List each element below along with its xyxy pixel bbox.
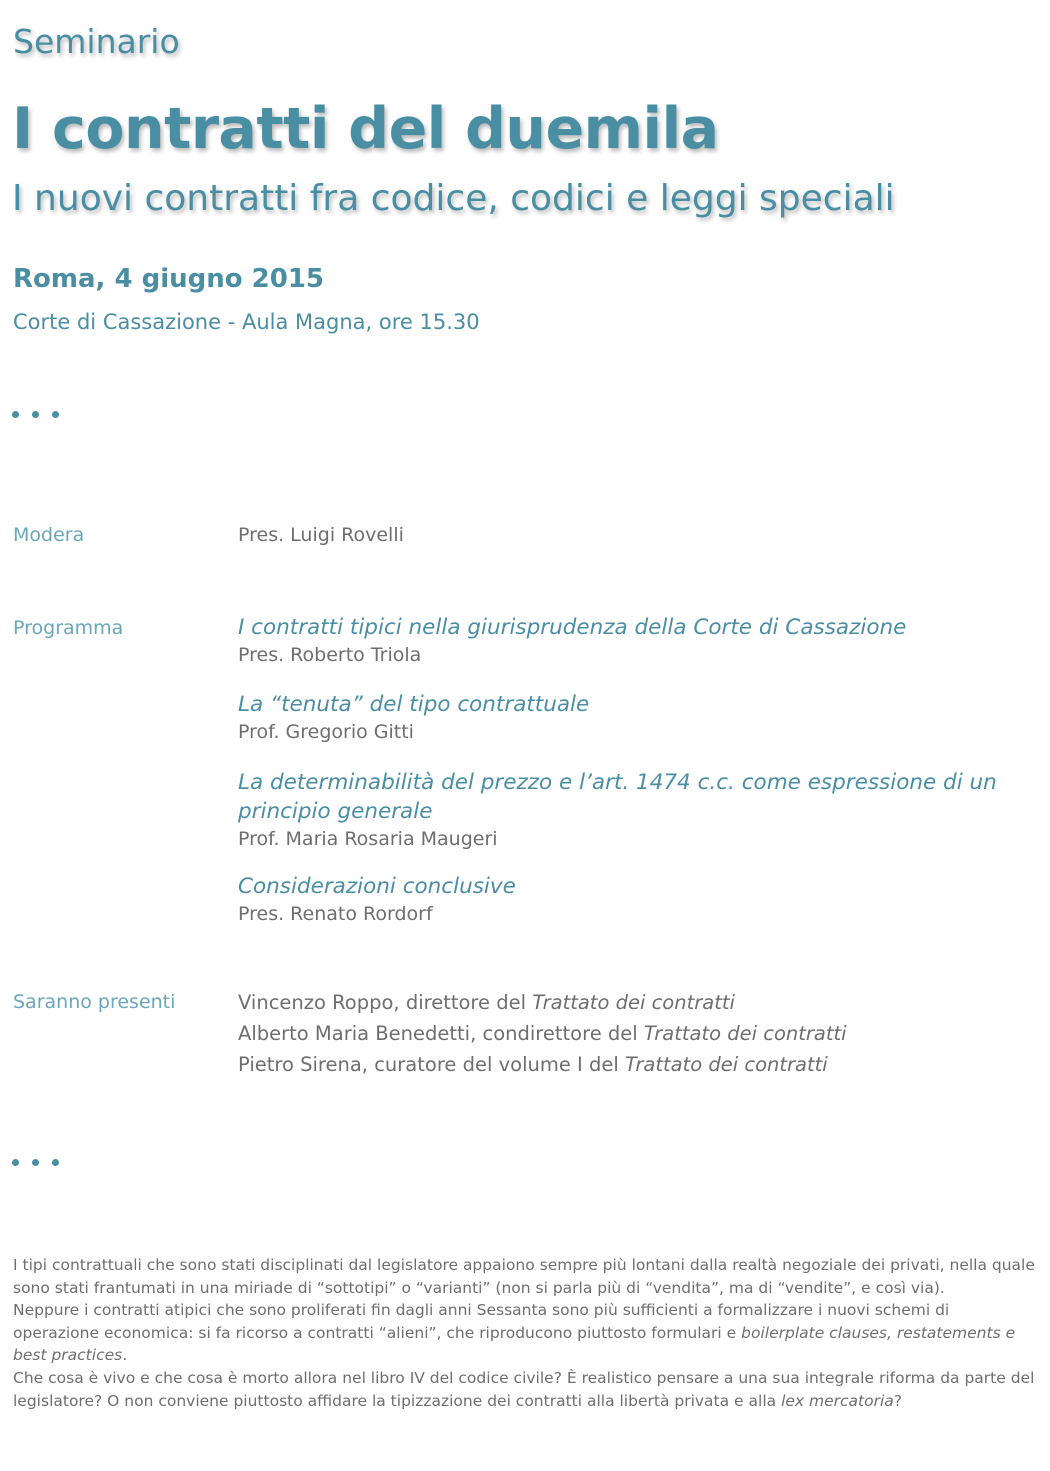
- program-item: [238, 690, 1018, 745]
- talk-title: La “tenuta” del tipo contrattuale: [238, 692, 590, 717]
- program-label: Programma: [13, 617, 124, 639]
- event-date: Roma, 4 giugno 2015: [13, 264, 325, 294]
- program-item: [238, 613, 1018, 668]
- event-venue: Corte di Cassazione - Aula Magna, ore 15.30: [13, 310, 480, 334]
- talk-speaker: Prof. Gregorio Gitti: [238, 721, 414, 743]
- work-title: Trattato dei contratti: [643, 1022, 847, 1045]
- ellipsis-divider: [12, 411, 59, 418]
- work-title: Trattato dei contratti: [624, 1053, 828, 1076]
- moderator-name: Pres. Luigi Rovelli: [238, 524, 404, 546]
- talk-title: Considerazioni conclusive: [238, 874, 516, 899]
- seminar-kicker: Seminario: [13, 22, 180, 61]
- abstract-text: [13, 1254, 1038, 1412]
- seminar-subtitle: I nuovi contratti fra codice, codici e leggi speciali: [12, 178, 895, 219]
- attendees-label: Saranno presenti: [13, 991, 176, 1013]
- abstract-paragraph: Che cosa è vivo e che cosa è morto allora nel libro IV del codice civile? È realistico pensare a una sua integrale riforma da parte del legislatore? O non conviene piuttosto affidare la tipizzazione dei contratti alla libertà privata e alla lex mercatoria?: [13, 1368, 1035, 1410]
- work-title: Trattato dei contratti: [532, 991, 735, 1014]
- talk-speaker: Pres. Renato Rordorf: [238, 903, 433, 925]
- program-item: [238, 768, 1018, 852]
- abstract-paragraph: Neppure i contratti atipici che sono proliferati fin dagli anni Sessanta sono più sufficienti a formalizzare i nuovi schemi di operazione economica: si fa ricorso a contratti “alieni”, che riproducono piuttosto formulari e boilerplate clauses, restatements e best practices.: [13, 1301, 1016, 1365]
- talk-speaker: Prof. Maria Rosaria Maugeri: [238, 828, 498, 850]
- seminar-title: I contratti del duemila: [12, 96, 719, 162]
- ellipsis-divider: [12, 1159, 59, 1166]
- attendee-item: Alberto Maria Benedetti, condirettore del Trattato dei contratti: [238, 1022, 847, 1045]
- program-item: [238, 872, 1018, 927]
- attendee-item: Pietro Sirena, curatore del volume I del Trattato dei contratti: [238, 1053, 828, 1076]
- attendees-list: [238, 989, 847, 1082]
- moderator-label: Modera: [13, 524, 85, 546]
- talk-title: La determinabilità del prezzo e l’art. 1474 c.c. come espressione di un principio generale: [238, 770, 997, 824]
- talk-speaker: Pres. Roberto Triola: [238, 644, 422, 666]
- talk-title: I contratti tipici nella giurisprudenza della Corte di Cassazione: [238, 615, 907, 640]
- attendee-item: Vincenzo Roppo, direttore del Trattato dei contratti: [238, 991, 735, 1014]
- abstract-paragraph: I tipi contrattuali che sono stati disciplinati dal legislatore appaiono sempre più lontani dalla realtà negoziale dei privati, nella quale sono stati frantumati in una miriade di “sottotipi” o “varianti” (non si parla più di “vendita”, ma di “vendite”, e così via).: [13, 1256, 1035, 1297]
